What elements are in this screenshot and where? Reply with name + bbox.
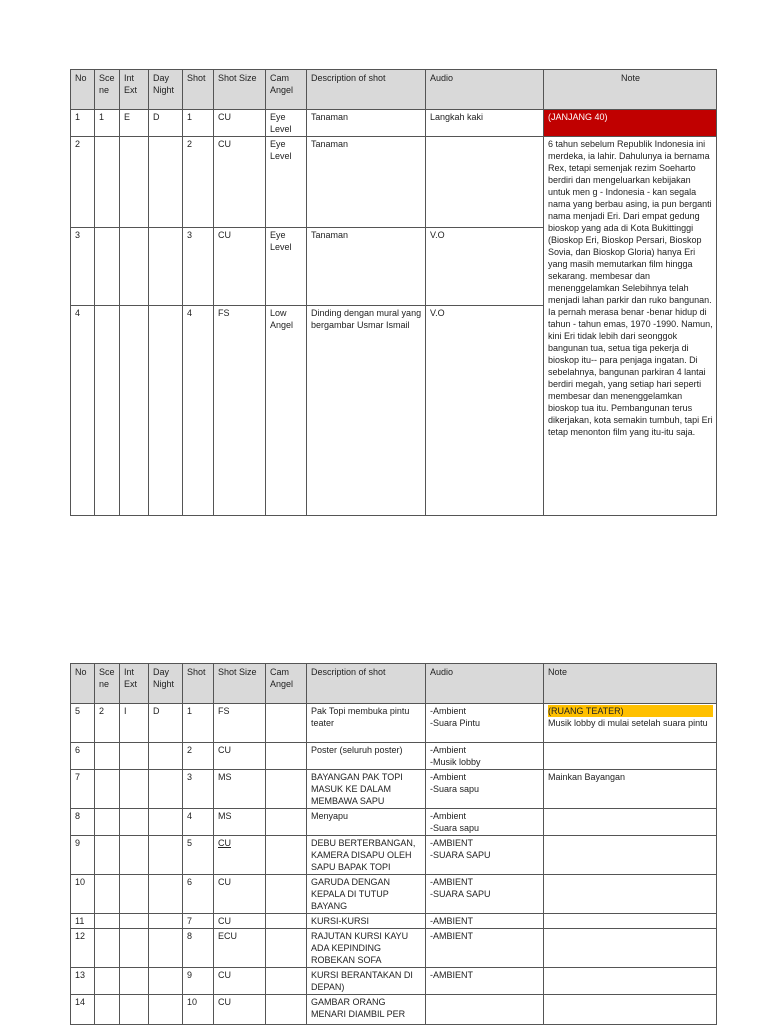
cell-description bbox=[307, 995, 426, 1025]
cell-note bbox=[544, 704, 717, 743]
cell-no-text: 14 bbox=[75, 997, 86, 1007]
header-day-night: Day Night bbox=[149, 70, 183, 110]
cell-no bbox=[71, 914, 95, 929]
cell-int-ext bbox=[120, 836, 149, 875]
cell-shot-size: FS bbox=[214, 306, 266, 516]
table-header-row bbox=[71, 664, 717, 704]
cell-audio-text: -AMBIENT bbox=[430, 931, 474, 941]
cell-cam-angel bbox=[266, 809, 307, 836]
cell-shot-size-text: CU bbox=[218, 997, 231, 1007]
cell-note bbox=[544, 836, 717, 875]
cell-int-ext bbox=[120, 914, 149, 929]
cell-shot-size bbox=[214, 743, 266, 770]
cell-day-night bbox=[149, 743, 183, 770]
table-row bbox=[71, 968, 717, 995]
cell-shot-size bbox=[214, 875, 266, 914]
cell-audio bbox=[426, 995, 544, 1025]
cell-description bbox=[307, 968, 426, 995]
table-row bbox=[71, 836, 717, 875]
cell-scene bbox=[95, 770, 120, 809]
cell-scene bbox=[95, 968, 120, 995]
cell-no-text: 7 bbox=[75, 772, 81, 782]
cell-cam-angel: Eye Level bbox=[266, 228, 307, 306]
cell-day-night bbox=[149, 306, 183, 516]
cell-description: Tanaman bbox=[307, 110, 426, 137]
cell-shot-text: 7 bbox=[187, 916, 193, 926]
cell-day-night bbox=[149, 809, 183, 836]
header-audio: Audio bbox=[426, 70, 544, 110]
cell-shot-size: CU bbox=[214, 137, 266, 228]
cell-shot: 3 bbox=[183, 228, 214, 306]
cell-description bbox=[307, 704, 426, 743]
cell-note bbox=[544, 995, 717, 1025]
cell-audio: V.O bbox=[426, 306, 544, 516]
cell-shot-size-text: MS bbox=[218, 772, 232, 782]
cell-day-night bbox=[149, 228, 183, 306]
table-row bbox=[71, 809, 717, 836]
header-note: Note bbox=[544, 70, 717, 110]
cell-scene bbox=[95, 914, 120, 929]
cell-description bbox=[307, 875, 426, 914]
cell-scene: 1 bbox=[95, 110, 120, 137]
header-int-ext: Int Ext bbox=[120, 664, 149, 704]
cell-no bbox=[71, 929, 95, 968]
cell-shot-text: 8 bbox=[187, 931, 193, 941]
table-row bbox=[71, 929, 717, 968]
cell-day-night bbox=[149, 836, 183, 875]
cell-audio bbox=[426, 137, 544, 228]
cell-day-night bbox=[149, 929, 183, 968]
table-row bbox=[71, 914, 717, 929]
cell-description-text: GAMBAR ORANG MENARI DIAMBIL PER bbox=[311, 997, 406, 1019]
cell-day-night bbox=[149, 137, 183, 228]
cell-no-text: 11 bbox=[75, 916, 85, 926]
cell-scene bbox=[95, 306, 120, 516]
cell-shot bbox=[183, 809, 214, 836]
cell-cam-angel bbox=[266, 914, 307, 929]
cell-shot-text: 4 bbox=[187, 811, 193, 821]
cell-no bbox=[71, 809, 95, 836]
header-note: Note bbox=[544, 664, 717, 704]
cell-no bbox=[71, 995, 95, 1025]
shot-list-table-2 bbox=[70, 663, 717, 1025]
cell-no bbox=[71, 875, 95, 914]
header-scene: Sce ne bbox=[95, 70, 120, 110]
cell-scene bbox=[95, 836, 120, 875]
header-day-night: Day Night bbox=[149, 664, 183, 704]
cell-day-night bbox=[149, 875, 183, 914]
cell-description bbox=[307, 770, 426, 809]
cell-shot-size bbox=[214, 914, 266, 929]
header-shot-size: Shot Size bbox=[214, 70, 266, 110]
cell-description bbox=[307, 836, 426, 875]
cell-int-ext bbox=[120, 929, 149, 968]
cell-description-text: Pak Topi membuka pintu teater bbox=[311, 706, 410, 728]
cell-int-ext bbox=[120, 809, 149, 836]
cell-description bbox=[307, 743, 426, 770]
cell-note bbox=[544, 743, 717, 770]
cell-int-ext bbox=[120, 968, 149, 995]
note-text: Mainkan Bayangan bbox=[548, 772, 626, 782]
cell-shot-size bbox=[214, 809, 266, 836]
table-row bbox=[71, 704, 717, 743]
cell-audio-text: -Ambient -Suara sapu bbox=[430, 811, 480, 833]
cell-shot bbox=[183, 704, 214, 743]
cell-int-ext bbox=[120, 770, 149, 809]
cell-shot-size-text: ECU bbox=[218, 931, 238, 941]
cell-shot bbox=[183, 968, 214, 995]
cell-audio: V.O bbox=[426, 228, 544, 306]
cell-shot-size bbox=[214, 704, 266, 743]
cell-shot bbox=[183, 770, 214, 809]
cell-no: 3 bbox=[71, 228, 95, 306]
cell-cam-angel bbox=[266, 743, 307, 770]
cell-note bbox=[544, 809, 717, 836]
cell-audio-text: -AMBIENT bbox=[430, 916, 474, 926]
cell-audio-text: -AMBIENT -SUARA SAPU bbox=[430, 838, 491, 860]
cell-shot: 2 bbox=[183, 137, 214, 228]
cell-cam-angel bbox=[266, 995, 307, 1025]
cell-note bbox=[544, 875, 717, 914]
cell-shot-size: CU bbox=[214, 110, 266, 137]
cell-shot-size-text: CU bbox=[218, 970, 231, 980]
cell-no-text: 12 bbox=[75, 931, 86, 941]
cell-note bbox=[544, 929, 717, 968]
cell-shot-size bbox=[214, 995, 266, 1025]
header-cam-angel: Cam Angel bbox=[266, 70, 307, 110]
cell-cam-angel bbox=[266, 836, 307, 875]
cell-shot-size-text: CU bbox=[218, 745, 231, 755]
cell-shot-size bbox=[214, 929, 266, 968]
cell-scene bbox=[95, 875, 120, 914]
table-row bbox=[71, 743, 717, 770]
cell-cam-angel bbox=[266, 875, 307, 914]
cell-audio bbox=[426, 914, 544, 929]
cell-shot bbox=[183, 836, 214, 875]
cell-int-ext-text: I bbox=[124, 706, 127, 716]
table-row bbox=[71, 875, 717, 914]
cell-no-text: 13 bbox=[75, 970, 86, 980]
cell-description-text: DEBU BERTERBANGAN, KAMERA DISAPU OLEH SAPU BAPAK TOPI bbox=[311, 838, 416, 872]
cell-no: 1 bbox=[71, 110, 95, 137]
cell-shot-size-text: CU bbox=[218, 916, 231, 926]
cell-no-text: 10 bbox=[75, 877, 86, 887]
cell-no bbox=[71, 836, 95, 875]
cell-audio bbox=[426, 836, 544, 875]
cell-shot-text: 6 bbox=[187, 877, 193, 887]
cell-audio bbox=[426, 929, 544, 968]
cell-shot-text: 3 bbox=[187, 772, 193, 782]
cell-description-text: KURSI BERANTAKAN DI DEPAN) bbox=[311, 970, 413, 992]
cell-no bbox=[71, 968, 95, 995]
cell-day-night bbox=[149, 968, 183, 995]
cell-day-night: D bbox=[149, 110, 183, 137]
table-header-row bbox=[71, 70, 717, 110]
cell-shot bbox=[183, 929, 214, 968]
cell-day-night bbox=[149, 770, 183, 809]
cell-no-text: 8 bbox=[75, 811, 81, 821]
cell-scene bbox=[95, 704, 120, 743]
cell-shot-text: 9 bbox=[187, 970, 193, 980]
cell-no-text: 6 bbox=[75, 745, 81, 755]
cell-cam-angel: Eye Level bbox=[266, 110, 307, 137]
cell-int-ext bbox=[120, 995, 149, 1025]
cell-description bbox=[307, 809, 426, 836]
cell-no bbox=[71, 743, 95, 770]
cell-int-ext bbox=[120, 228, 149, 306]
cell-audio-text: -AMBIENT bbox=[430, 970, 474, 980]
cell-no-text: 5 bbox=[75, 706, 81, 716]
cell-note bbox=[544, 770, 717, 809]
cell-description-text: KURSI-KURSI bbox=[311, 916, 370, 926]
cell-note-location-tag: (JANJANG 40) bbox=[544, 110, 717, 137]
cell-day-night bbox=[149, 995, 183, 1025]
table-row bbox=[71, 770, 717, 809]
cell-scene bbox=[95, 228, 120, 306]
cell-scene bbox=[95, 137, 120, 228]
cell-shot: 4 bbox=[183, 306, 214, 516]
cell-no bbox=[71, 770, 95, 809]
shot-list-table-1 bbox=[70, 69, 717, 516]
cell-description: Tanaman bbox=[307, 137, 426, 228]
cell-audio bbox=[426, 704, 544, 743]
cell-shot: 1 bbox=[183, 110, 214, 137]
header-audio: Audio bbox=[426, 664, 544, 704]
cell-shot bbox=[183, 875, 214, 914]
cell-note bbox=[544, 968, 717, 995]
cell-no bbox=[71, 704, 95, 743]
cell-cam-angel bbox=[266, 929, 307, 968]
cell-scene bbox=[95, 809, 120, 836]
cell-audio bbox=[426, 809, 544, 836]
cell-cam-angel bbox=[266, 770, 307, 809]
cell-no: 2 bbox=[71, 137, 95, 228]
cell-shot-size-text: MS bbox=[218, 811, 232, 821]
cell-audio-text: -Ambient -Suara sapu bbox=[430, 772, 480, 794]
note-text: Musik lobby di mulai setelah suara pintu bbox=[548, 718, 708, 728]
cell-day-night bbox=[149, 914, 183, 929]
cell-shot-size-text: CU bbox=[218, 838, 231, 848]
header-shot-size: Shot Size bbox=[214, 664, 266, 704]
cell-day-night bbox=[149, 704, 183, 743]
cell-shot-text: 10 bbox=[187, 997, 198, 1007]
cell-shot-size bbox=[214, 968, 266, 995]
cell-description-text: Poster (seluruh poster) bbox=[311, 745, 403, 755]
cell-audio-text: -Ambient -Suara Pintu bbox=[430, 706, 481, 728]
cell-int-ext bbox=[120, 137, 149, 228]
cell-note bbox=[544, 914, 717, 929]
cell-int-ext bbox=[120, 743, 149, 770]
cell-audio bbox=[426, 875, 544, 914]
cell-shot bbox=[183, 995, 214, 1025]
cell-shot-text: 1 bbox=[187, 706, 193, 716]
cell-description-text: GARUDA DENGAN KEPALA DI TUTUP BAYANG bbox=[311, 877, 391, 911]
cell-cam-angel: Eye Level bbox=[266, 137, 307, 228]
header-description: Description of shot bbox=[307, 70, 426, 110]
cell-shot bbox=[183, 743, 214, 770]
cell-description: Tanaman bbox=[307, 228, 426, 306]
header-shot: Shot bbox=[183, 70, 214, 110]
cell-audio bbox=[426, 743, 544, 770]
cell-no: 4 bbox=[71, 306, 95, 516]
cell-shot-text: 5 bbox=[187, 838, 193, 848]
cell-audio-text: -Ambient -Musik lobby bbox=[430, 745, 481, 767]
note-location-tag: (RUANG TEATER) bbox=[548, 705, 713, 717]
cell-day-night-text: D bbox=[153, 706, 160, 716]
header-no: No bbox=[71, 664, 95, 704]
table-row bbox=[71, 137, 717, 228]
cell-shot-size bbox=[214, 770, 266, 809]
cell-description bbox=[307, 929, 426, 968]
header-int-ext: Int Ext bbox=[120, 70, 149, 110]
cell-int-ext bbox=[120, 875, 149, 914]
cell-shot bbox=[183, 914, 214, 929]
cell-scene bbox=[95, 929, 120, 968]
header-shot: Shot bbox=[183, 664, 214, 704]
cell-shot-text: 2 bbox=[187, 745, 193, 755]
cell-description-text: RAJUTAN KURSI KAYU ADA KEPINDING ROBEKAN SOFA bbox=[311, 931, 409, 965]
cell-int-ext bbox=[120, 306, 149, 516]
cell-note-narration: 6 tahun sebelum Republik Indonesia ini merdeka, ia lahir. Dahulunya ia bernama Rex, tetapi semenjak rezim Soeharto berdiri dan mengeluarkan kebijakan untuk men g - Indonesia - kan segala nama yang berbau asing, ia pun berganti nama menjadi Eri. Dari empat gedung bioskop yang ada di Kota Bukittinggi (Bioskop Eri, Bioskop Persari, Bioskop Sovia, dan Bioskop Gloria) hanya Eri yang masih memutarkan film hingga sekarang. membesar dan menenggelamkan Selebihnya telah menjadi lahan parkir dan ruko bangunan. Ia pernah merasa benar -benar hidup di tahun - tahun emas, 1970 -1990. Namun, kini Eri tidak lebih dari seonggok bangunan tua, setua tiga pekerja di bioskop itu-- para penjaga ingatan. Di sebelahnya, bangunan parkiran 4 lantai berdiri megah, yang setiap hari seperti membesar dan menenggelamkan bioskop tua itu. Pembangunan terus dikerjakan, kota semakin tumbuh, tapi Eri tetap menonton film yang itu-itu saja. bbox=[544, 137, 717, 516]
cell-no-text: 9 bbox=[75, 838, 81, 848]
header-no: No bbox=[71, 70, 95, 110]
cell-int-ext: E bbox=[120, 110, 149, 137]
cell-shot-size: CU bbox=[214, 228, 266, 306]
cell-audio: Langkah kaki bbox=[426, 110, 544, 137]
header-cam-angel: Cam Angel bbox=[266, 664, 307, 704]
cell-description-text: Menyapu bbox=[311, 811, 349, 821]
cell-description bbox=[307, 914, 426, 929]
header-description: Description of shot bbox=[307, 664, 426, 704]
table-row bbox=[71, 995, 717, 1025]
cell-description: Dinding dengan mural yang bergambar Usmar Ismail bbox=[307, 306, 426, 516]
cell-audio bbox=[426, 968, 544, 995]
cell-int-ext bbox=[120, 704, 149, 743]
cell-shot-size-text: CU bbox=[218, 877, 231, 887]
table-row bbox=[71, 110, 717, 137]
cell-audio-text: -AMBIENT -SUARA SAPU bbox=[430, 877, 491, 899]
cell-shot-size-text: FS bbox=[218, 706, 230, 716]
cell-scene-text: 2 bbox=[99, 706, 105, 716]
cell-cam-angel bbox=[266, 968, 307, 995]
cell-audio bbox=[426, 770, 544, 809]
cell-shot-size bbox=[214, 836, 266, 875]
header-scene: Sce ne bbox=[95, 664, 120, 704]
cell-scene bbox=[95, 743, 120, 770]
cell-description-text: BAYANGAN PAK TOPI MASUK KE DALAM MEMBAWA SAPU bbox=[311, 772, 403, 806]
cell-cam-angel: Low Angel bbox=[266, 306, 307, 516]
cell-scene bbox=[95, 995, 120, 1025]
cell-cam-angel bbox=[266, 704, 307, 743]
